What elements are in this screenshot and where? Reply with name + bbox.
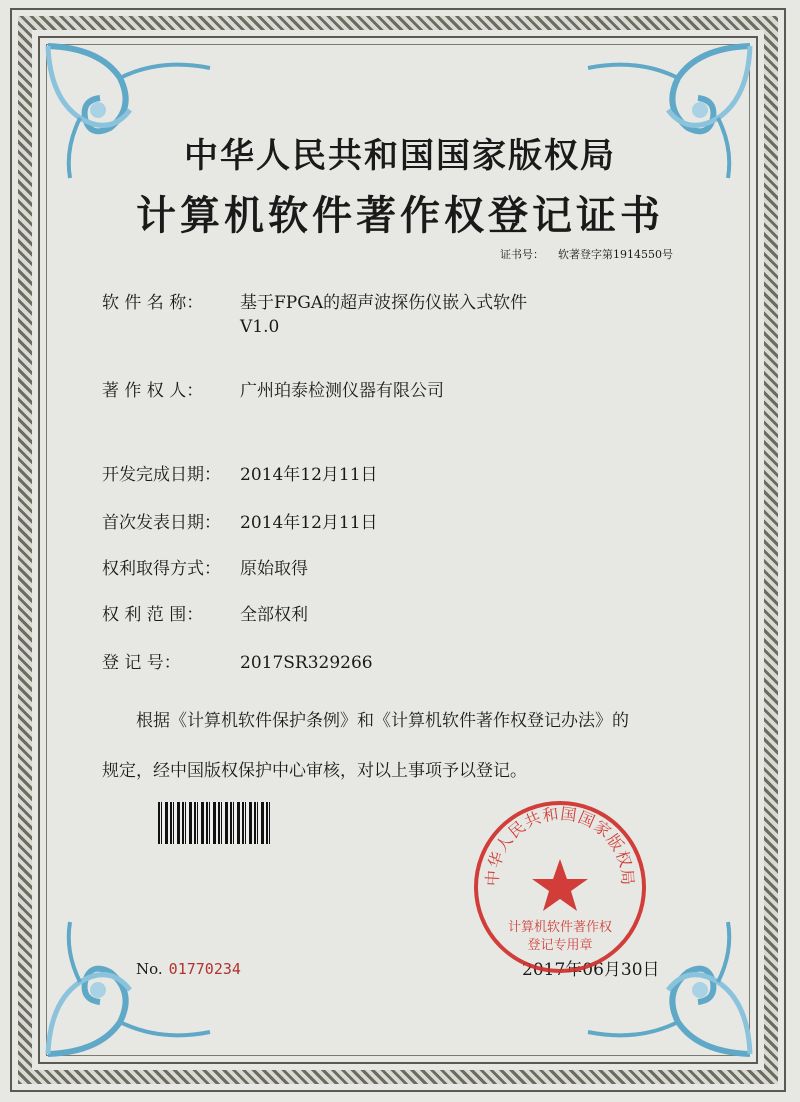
field-acquire-method xyxy=(102,554,308,579)
field-reg-no xyxy=(102,648,373,673)
field-value: 全部权利 xyxy=(240,605,308,625)
seal-line-1: 计算机软件著作权 xyxy=(507,920,613,935)
field-value: 原始取得 xyxy=(240,559,308,579)
field-value: 2014年12月11日 xyxy=(240,465,378,485)
field-copyright-owner xyxy=(102,376,444,401)
issue-date: 2017年06月30日 xyxy=(522,960,660,980)
barcode-icon xyxy=(158,802,270,844)
serial-number xyxy=(136,960,241,978)
cert-no-label: 证书号： xyxy=(500,248,544,261)
field-value: 广州珀泰检测仪器有限公司 xyxy=(240,381,444,401)
field-rights-scope xyxy=(102,600,308,625)
field-label: 首次发表日期： xyxy=(102,513,221,533)
field-label: 权 利 范 围： xyxy=(102,605,204,625)
issuer-heading: 中华人民共和国国家版权局 xyxy=(184,136,616,176)
field-value-version: V1.0 xyxy=(240,317,280,337)
serial-label: No. xyxy=(136,960,163,978)
seal-ring-text: 中华人民共和国国家版权局 xyxy=(482,803,638,887)
serial-value: 01770234 xyxy=(168,960,241,978)
seal-star-icon xyxy=(532,859,588,911)
field-label: 权利取得方式： xyxy=(102,559,221,579)
declaration-line-2: 规定，经中国版权保护中心审核，对以上事项予以登记。 xyxy=(102,761,527,781)
field-value: 2014年12月11日 xyxy=(240,513,378,533)
field-dev-date xyxy=(102,460,378,485)
field-label: 软 件 名 称： xyxy=(102,293,204,313)
certificate-number xyxy=(500,246,673,262)
declaration-line-1: 根据《计算机软件保护条例》和《计算机软件著作权登记办法》的 xyxy=(136,711,629,731)
field-value: 基于FPGA的超声波探伤仪嵌入式软件 xyxy=(240,293,528,313)
cert-no-value: 软著登字第1914550号 xyxy=(558,248,673,261)
certificate-title: 计算机软件著作权登记证书 xyxy=(136,192,664,239)
corner-ornament-icon xyxy=(40,912,230,1062)
field-label: 登 记 号： xyxy=(102,653,181,673)
field-software-name xyxy=(102,288,527,337)
field-label: 开发完成日期： xyxy=(102,465,221,485)
seal-line-2: 登记专用章 xyxy=(527,938,593,953)
field-value: 2017SR329266 xyxy=(240,653,373,673)
official-seal-stamp xyxy=(470,797,650,977)
field-pub-date xyxy=(102,508,378,533)
field-label: 著 作 权 人： xyxy=(102,381,204,401)
